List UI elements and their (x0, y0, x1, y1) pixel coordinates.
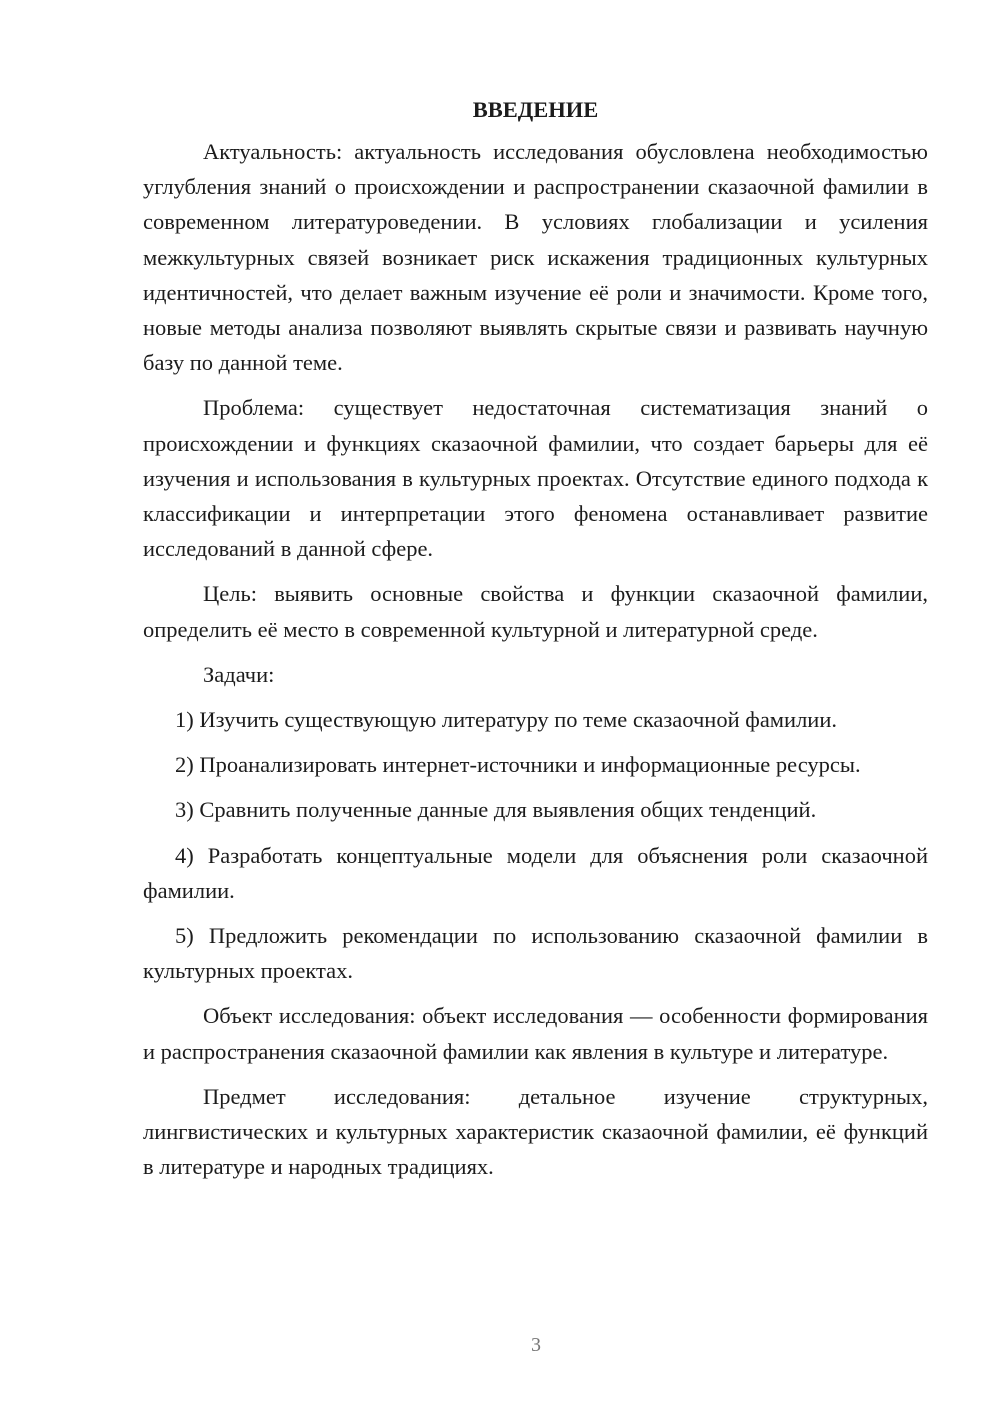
task-item-2: 2) Проанализировать интернет-источники и информационные ресурсы. (175, 752, 861, 778)
page-title: ВВЕДЕНИЕ (472, 97, 599, 122)
document-page (143, 92, 928, 1194)
page-number: 3 (531, 1334, 541, 1356)
task-item-4: 4) Разработать концептуальные модели для объяснения роли сказаочной фамилии. (143, 842, 928, 903)
paragraph-object: Объект исследования: объект исследования — особенности формирования и распространения сказаочной фамилии как явления в культуре и литературе. (143, 1003, 928, 1064)
paragraph-subject: Предмет исследования: детальное изучение структурных, лингвистических и культурных характеристик сказаочной фамилии, её функций в литературе и народных традициях. (143, 1083, 928, 1180)
task-item-5: 5) Предложить рекомендации по использованию сказаочной фамилии в культурных проектах. (143, 923, 928, 984)
paragraph-goal: Цель: выявить основные свойства и функции сказаочной фамилии, определить её место в современной культурной и литературной среде. (143, 581, 928, 642)
task-item-3: 3) Сравнить полученные данные для выявления общих тенденций. (175, 797, 817, 823)
paragraph-problem: Проблема: существует недостаточная систематизация знаний о происхождении и функциях сказаочной фамилии, что создает барьеры для её изучения и использования в культурных проектах. Отсутствие единого подхода к классификации и интерпретации этого феномена останавливает развитие исследований в данной сфере. (143, 395, 928, 562)
tasks-heading: Задачи: (203, 661, 275, 687)
paragraph-relevance: Актуальность: актуальность исследования обусловлена необходимостью углубления знаний о происхождении и распространении сказаочной фамилии в современном литературоведении. В условиях глобализации и усиления межкультурных связей возникает риск искажения традиционных культурных идентичностей, что делает важным изучение её роли и значимости. Кроме того, новые методы анализа позволяют выявлять скрытые связи и развивать научную базу по данной теме. (143, 139, 928, 376)
task-item-1: 1) Изучить существующую литературу по теме сказаочной фамилии. (175, 707, 838, 733)
